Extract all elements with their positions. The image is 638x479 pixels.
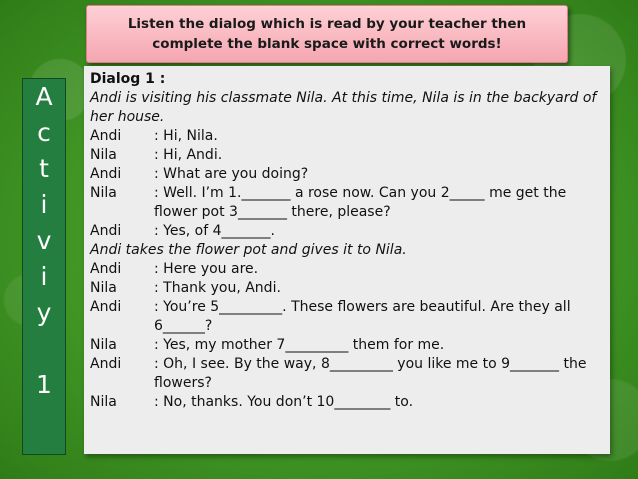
instruction-line-1: Listen the dialog which is read by your teacher then [127,16,527,32]
dialog-line [90,279,606,298]
speech-text: : You’re 5_________. These flowers are beautiful. Are they all 6______? [154,299,571,334]
dialog-line [90,393,606,412]
speech-text: : Well. I’m 1._______ a rose now. Can you 2_____ me get the flower pot 3_______ there, please? [154,185,567,220]
speech-text: : Hi, Andi. [154,147,223,163]
dialog-narration: Andi takes the flower pot and gives it to Nila. [90,242,407,258]
activity-letter: i [40,262,48,291]
dialog-line [90,184,606,222]
speaker-name: Nila [90,147,117,163]
dialog-intro: Andi is visiting his classmate Nila. At this time, Nila is in the backyard of her house. [90,90,597,125]
dialog-line [90,165,606,184]
activity-letter: i [40,190,48,219]
instruction-line-2: complete the blank space with correct words! [152,36,502,52]
dialog-title: Dialog 1 : [90,71,166,87]
speaker-name: Nila [90,280,117,296]
speaker-name: Nila [90,337,117,353]
dialog-lines-part-1 [90,127,606,241]
activity-letter: A [35,82,53,111]
speaker-name: Andi [90,166,122,182]
activity-number: 1 [36,370,52,399]
dialog-line [90,355,606,393]
speech-text: : Oh, I see. By the way, 8_________ you like me to 9_______ the flowers? [154,356,587,391]
activity-letter: v [36,226,52,255]
dialog-line [90,222,606,241]
speech-text: : Yes, of 4_______. [154,223,275,239]
dialog-line [90,260,606,279]
activity-letter: y [36,298,52,327]
speaker-name: Andi [90,128,122,144]
dialog-content [90,70,606,412]
dialog-line [90,298,606,336]
speech-text: : No, thanks. You don’t 10________ to. [154,394,414,410]
speech-text: : Here you are. [154,261,259,277]
dialog-line [90,336,606,355]
speaker-name: Andi [90,356,122,372]
dialog-panel [84,66,610,454]
speaker-name: Nila [90,185,117,201]
speech-text: : Yes, my mother 7_________ them for me. [154,337,445,353]
activity-sidebar [22,78,66,455]
dialog-line [90,146,606,165]
activity-letter: t [39,154,49,183]
dialog-lines-part-2 [90,260,606,412]
speaker-name: Andi [90,299,122,315]
activity-letter: c [37,118,51,147]
dialog-line [90,127,606,146]
speech-text: : Hi, Nila. [154,128,218,144]
speaker-name: Andi [90,223,122,239]
speech-text: : Thank you, Andi. [154,280,281,296]
instruction-text [107,14,547,54]
speech-text: : What are you doing? [154,166,309,182]
speaker-name: Andi [90,261,122,277]
instruction-banner [86,5,568,63]
speaker-name: Nila [90,394,117,410]
